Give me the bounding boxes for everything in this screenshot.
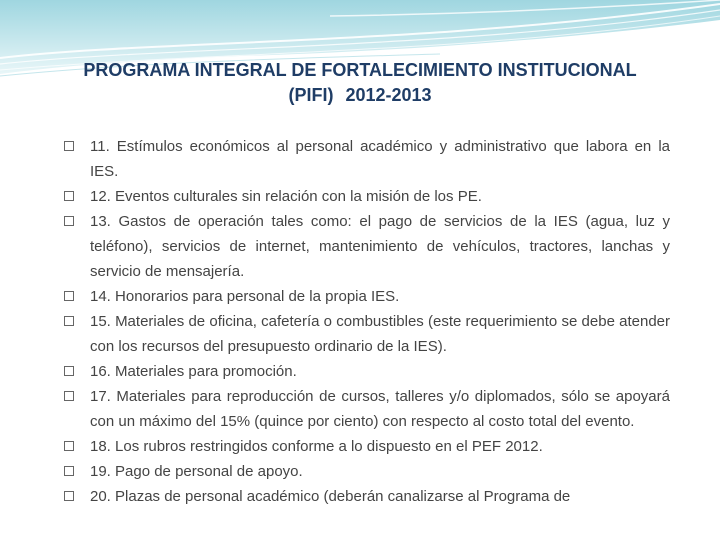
list-item-text: 18. Los rubros restringidos conforme a lo dispuesto en el PEF 2012. (90, 438, 543, 455)
square-bullet-icon (64, 216, 74, 226)
list-item (64, 184, 670, 209)
list-item (64, 384, 670, 434)
square-bullet-icon (64, 191, 74, 201)
page-title-program: (PIFI) (288, 85, 334, 105)
list-item-text: 17. Materiales para reproducción de cursos, talleres y/o diplomados, sólo se apoyará con un máximo del 15% (quince por ciento) con respecto al costo total del evento. (90, 388, 670, 430)
list-item-text: 20. Plazas de personal académico (deberán canalizarse al Programa de (90, 488, 571, 505)
list-item-text: 13. Gastos de operación tales como: el pago de servicios de la IES (agua, luz y teléfono), servicios de internet, mantenimiento de vehículos, tractores, lanchas y servicio de mensajería. (90, 213, 670, 280)
square-bullet-icon (64, 366, 74, 376)
list-item-text: 16. Materiales para promoción. (90, 363, 297, 380)
page-title-line1: PROGRAMA INTEGRAL DE FORTALECIMIENTO INSTITUCIONAL (83, 60, 637, 80)
page-title (0, 58, 720, 108)
square-bullet-icon (64, 441, 74, 451)
list-item (64, 209, 670, 284)
list-item (64, 284, 670, 309)
bullet-list (64, 134, 670, 509)
square-bullet-icon (64, 391, 74, 401)
list-item-text: 11. Estímulos económicos al personal académico y administrativo que labora en la IES. (90, 138, 670, 180)
page-title-line2 (0, 83, 720, 108)
list-item (64, 459, 670, 484)
list-item-text: 14. Honorarios para personal de la propia IES. (90, 288, 400, 305)
square-bullet-icon (64, 491, 74, 501)
list-item (64, 134, 670, 184)
square-bullet-icon (64, 466, 74, 476)
list-item (64, 309, 670, 359)
list-item-text: 12. Eventos culturales sin relación con la misión de los PE. (90, 188, 482, 205)
list-item (64, 484, 670, 509)
list-item (64, 434, 670, 459)
list-item-text: 19. Pago de personal de apoyo. (90, 463, 303, 480)
list-item (64, 359, 670, 384)
square-bullet-icon (64, 291, 74, 301)
list-item-text: 15. Materiales de oficina, cafetería o combustibles (este requerimiento se debe atender con los recursos del presupuesto ordinario de la IES). (90, 313, 670, 355)
square-bullet-icon (64, 316, 74, 326)
square-bullet-icon (64, 141, 74, 151)
page-title-years: 2012-2013 (345, 85, 432, 105)
